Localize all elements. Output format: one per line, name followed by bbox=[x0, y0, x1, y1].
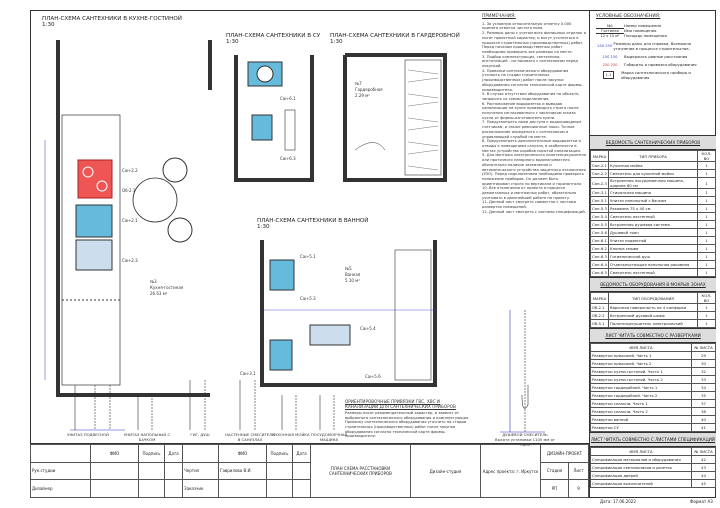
table-row bbox=[591, 189, 716, 197]
studio: Дизайн-студия bbox=[411, 445, 481, 498]
equipment-dimension-symbol: 250 250 bbox=[602, 62, 618, 67]
table-row bbox=[591, 360, 716, 368]
table-cell: Об.2.2 bbox=[591, 312, 609, 320]
table-cell: Встроенная посудомоечная машина, ширина 60 см bbox=[609, 178, 698, 189]
note-item: 8. Предусмотреть дополнительные водорозетки и отводы к помещениям санузла, в особенности в местах устройства коробов скрытой канализации. bbox=[482, 139, 582, 153]
table-cell: 1 bbox=[698, 269, 716, 277]
legend bbox=[590, 10, 716, 135]
bath-plan-title: ПЛАН-СХЕМА САНТЕХНИКИ В ВАННОЙ 1:30 bbox=[257, 218, 369, 230]
elevation-label: УНИТАЗ НАПОЛЬНЫЙ С БАЧКОМ bbox=[123, 432, 171, 442]
description-text: Размеры носят рекомендательный характер, и зависят от выбранного сантехнического оборудования и комплектующих. Привязку сантехнического оборудования уточнить на стадии строительных (производственных) работ после закупки оборудования согласно технической карте фирмы-производителя. bbox=[345, 411, 470, 439]
table-cell: Сан-2.1 bbox=[592, 163, 607, 168]
table-row bbox=[591, 320, 716, 328]
table-cell: Сан-6.1 bbox=[592, 238, 607, 243]
table-cell: 1 bbox=[698, 304, 716, 312]
legend-label: Марка сантехнического прибора и оборудования bbox=[621, 70, 691, 80]
fixtures-table: МАРКА ТИП ПРИБОРА КОЛ-ВО Сан-2.1 Кухонная мойка 1 Сан-2.2 Смеситель для кухонной мойки 1 Сан-2.3 Встроенная посудомоечная машина, ширина 60 см 1 Сан-3.1 Стиральная машина 1 Сан-5.1 Унитаз напольный с бачком 1 Сан-5.3 Раковина 75 x 40 см 1 Сан-5.4 Смеситель настенный 1 Сан-5.5 Встроенная душевая система 1 Сан-5.6 Душевой трап 1 Сан-6.1 Унитаз подвесной 1 Сан-6.2 Кнопка смыва 1 Сан-6.3 Гигиенический душ 1 Сан-6.4 Отдельностоящая напольная раковина 1 Сан-6.5 Смеситель настенный 1 bbox=[590, 150, 716, 277]
title-block: ФИО Подпись Дата ФИО Подпись Дата ПЛАН СХЕМА РАССТАНОВКИ САНТЕХНИЧЕСКИХ ПРИБОРОВ Дизайн-студия Адрес проекта: г. Иркутск ДИЗАЙН-ПРОЕКТ Рук.студии Чертил Гаврилова В.И. Стадия Лист Дизайнер Заказчик РП 9 bbox=[30, 443, 589, 498]
wardrobe-plan-title: ПЛАН-СХЕМА САНТЕХНИКИ В ГАРДЕРОБНОЙ 1:30 bbox=[330, 33, 460, 45]
table-cell: 35 bbox=[692, 392, 716, 400]
kitchen-plan-title: ПЛАН-СХЕМА САНТЕХНИКИ В КУХНЕ-ГОСТИНОЙ 1:30 bbox=[42, 16, 182, 28]
table-row bbox=[591, 384, 716, 392]
table-row bbox=[591, 304, 716, 312]
table-row bbox=[591, 162, 716, 170]
table-cell: Сан-2.3 bbox=[591, 178, 609, 189]
table-cell: 29 bbox=[692, 352, 716, 360]
table-cell: Полотенцесушитель электрический bbox=[609, 320, 698, 328]
format: Формат А3 bbox=[690, 499, 713, 504]
room-tag-symbol: №1 Гостиная 12 x 15 м² bbox=[596, 24, 624, 38]
table-cell: Развертки прихожей. Часть 2 bbox=[591, 360, 692, 368]
table-cell: 30 bbox=[692, 360, 716, 368]
bath-room-no: №5 bbox=[345, 266, 352, 271]
table-row bbox=[591, 472, 716, 480]
shower-mixer-label: ДУШЕВОЙ СМЕСИТЕЛЬ Высота установки 1100 мм от пола bbox=[495, 432, 555, 447]
table-cell: Кухонная мойка bbox=[609, 162, 698, 170]
notes bbox=[482, 15, 586, 215]
table-row bbox=[591, 253, 716, 261]
bindings-description bbox=[345, 400, 470, 439]
table-row bbox=[591, 237, 716, 245]
sheets-title: ЛИСТ ЧИТАТЬ СОВМЕСТНО С РАЗВЕРТКАМИ bbox=[590, 328, 716, 343]
note-item: 1. За условную относительную отметку 0.000 принята отметка чистого пола. bbox=[482, 21, 572, 31]
notes-title: ПРИМЕЧАНИЯ: bbox=[482, 14, 516, 19]
table-cell: 1 bbox=[698, 253, 716, 261]
elevation-label: КУХОННАЯ МОЙКА bbox=[272, 432, 310, 437]
description-title: ОРИЕНТИРОВОЧНЫЕ ПРИВЯЗКИ ГВС, ХВС И КАНАЛИЗАЦИИ ДЛЯ САНТЕХНИЧЕСКИХ ПРИБОРОВ bbox=[345, 399, 456, 409]
table-cell: Спецификация дверей bbox=[591, 472, 692, 480]
mark-label: Сан-2.2 bbox=[122, 168, 138, 173]
wardrobe-room-no: №7 bbox=[355, 81, 362, 86]
table-cell: 1 bbox=[698, 261, 716, 269]
table-row bbox=[591, 368, 716, 376]
mark-symbol: 1.1 bbox=[603, 71, 615, 79]
right-panel bbox=[589, 10, 716, 498]
table-cell: Сан-6.4 bbox=[592, 262, 607, 267]
table-cell: 1 bbox=[698, 229, 716, 237]
kitchen-room-area: 26.63 м² bbox=[150, 291, 168, 296]
table-row bbox=[591, 416, 716, 424]
table-cell: 44 bbox=[692, 472, 716, 480]
table-cell: Об.2.1 bbox=[591, 304, 609, 312]
table-cell: Об.5.1 bbox=[591, 320, 609, 328]
table-cell: 1 bbox=[698, 170, 716, 178]
table-row bbox=[591, 392, 716, 400]
table-row bbox=[591, 480, 716, 488]
note-item: 12. Данный лист смотреть с листами спецификаций. bbox=[482, 209, 586, 214]
table-cell: 1 bbox=[698, 205, 716, 213]
date: Дата: 17.06.2022 bbox=[600, 499, 636, 504]
table-cell: Развертки гардеробной. Часть 1 bbox=[591, 384, 692, 392]
table-cell: 1 bbox=[698, 162, 716, 170]
mark-label: Сан-5.4 bbox=[360, 326, 376, 331]
mark-label: Сан-2.1 bbox=[122, 218, 138, 223]
elevation-label: ГИГ. ДУШ bbox=[190, 432, 210, 437]
legend-label: Размеры даны для справки. Возможно уточнение в процессе строительства. bbox=[613, 41, 692, 51]
table-cell: Отдельностоящая напольная раковина bbox=[609, 261, 698, 269]
bath-room-area: 5.10 м² bbox=[345, 278, 360, 283]
mark-label: Сан-3.1 bbox=[240, 371, 256, 376]
notes-list bbox=[482, 22, 586, 215]
table-cell: Сан-5.3 bbox=[592, 206, 607, 211]
table-cell: Стиральная машина bbox=[609, 189, 698, 197]
bath-plan bbox=[262, 240, 435, 385]
table-cell: Развертки кухни-гостиной. Часть 1 bbox=[591, 368, 692, 376]
note-item: 2. Размеры даны с учетом всех финишных отделок и носят проектный характер, и могут уточняться в процессе строительных (производственных) работ. Перед началом производственных работ необходимо проверить все размеры на месте. bbox=[482, 31, 586, 54]
wc-plan bbox=[236, 55, 312, 180]
table-row bbox=[591, 464, 716, 472]
table-row bbox=[591, 221, 716, 229]
table-cell: 33 bbox=[692, 376, 716, 384]
elevation-label: НАСТЕННЫЕ СМЕСИТЕЛИ В САНУЗЛАХ bbox=[225, 432, 275, 442]
mark-label: Сан-5.1 bbox=[300, 254, 316, 259]
kitchen-room-no: №3 bbox=[150, 279, 157, 284]
table-cell: Встроенный духовой шкаф bbox=[609, 312, 698, 320]
table-cell: 1 bbox=[698, 320, 716, 328]
table-cell: 1 bbox=[698, 245, 716, 253]
elevation-details bbox=[70, 310, 545, 432]
table-cell: Развертки спальни. Часть 2 bbox=[591, 408, 692, 416]
wc-plan-title: ПЛАН-СХЕМА САНТЕХНИКИ В СУ 1:30 bbox=[226, 33, 321, 45]
table-cell: Смеситель настенный bbox=[609, 213, 698, 221]
table-cell: 40 bbox=[692, 416, 716, 424]
table-row bbox=[591, 456, 716, 464]
table-row bbox=[591, 213, 716, 221]
table-cell: Развертки ванной bbox=[591, 416, 692, 424]
wardrobe-room-name: Гардеробная bbox=[355, 87, 383, 92]
cooktop bbox=[78, 160, 112, 198]
table-cell: Унитаз напольный с бачком bbox=[609, 197, 698, 205]
table-cell: Спецификация материалов и оборудования bbox=[591, 456, 692, 464]
mark-label: Сан-6.3 bbox=[280, 156, 296, 161]
table-cell: Сан-6.3 bbox=[592, 254, 607, 259]
table-cell: Сан-6.5 bbox=[592, 270, 607, 275]
table-cell: 1 bbox=[698, 237, 716, 245]
table-cell: 37 bbox=[692, 400, 716, 408]
note-item: 9. Для монтажа электрического полотенцесушителя или проточного напорного водонагревателя обязательно наличие заземления и автоматического устройства защитного отключения (УЗО). Перед подключением необходимо проверить положение приборов. Он должен быть ориентирован строго по вертикали и горизонтали. bbox=[482, 153, 586, 186]
table-cell: Сан-3.1 bbox=[592, 190, 607, 195]
table-cell: 1 bbox=[698, 178, 716, 189]
fixtures-title: ВЕДОМОСТЬ САНТЕХНИЧЕСКИХ ПРИБОРОВ bbox=[590, 135, 716, 150]
table-cell: Развертки спальни. Часть 1 bbox=[591, 400, 692, 408]
mark-label: Сан-5.3 bbox=[300, 296, 316, 301]
note-item: 3. Подбор комплектующих, сантехники, инсталляций - согласовать с сантехником перед покупкой. bbox=[482, 54, 578, 69]
table-cell: 42 bbox=[692, 456, 716, 464]
mark-label: Сан-2.3 bbox=[122, 258, 138, 263]
table-row bbox=[591, 197, 716, 205]
note-item: 7. Предусмотреть люки доступа к водопроводным счетчикам, а также ревизионные люки. Точное расположение определить с сантехником и управляющей службой на месте. bbox=[482, 120, 582, 139]
table-cell: Сан-5.5 bbox=[592, 222, 607, 227]
project-type: ДИЗАЙН-ПРОЕКТ bbox=[541, 445, 589, 463]
equipment-table: МАРКА ТИП ОБОРУДОВАНИЯ КОЛ-ВО Об.2.1 Варочная поверхность на 4 конфорки 1 Об.2.2 Встроенный духовой шкаф 1 Об.5.1 Полотенцесушитель электрический 1 bbox=[590, 292, 716, 328]
note-item: 4. Привязки сантехнического оборудования уточнить на стадии строительных (производственных) работ после закупки оборудования согласно технической карте фирмы-производителя. bbox=[482, 68, 583, 92]
mark-label: Об-2.1 bbox=[122, 188, 136, 193]
table-cell: 1 bbox=[698, 197, 716, 205]
specs-title: ЛИСТ ЧИТАТЬ СОВМЕСТНО С ЛИСТАМИ СПЕЦИФИКАЦИЙ bbox=[590, 432, 716, 447]
legend-label: Габариты и привязки оборудования bbox=[624, 62, 697, 67]
table-row bbox=[591, 269, 716, 277]
table-cell: 38 bbox=[692, 408, 716, 416]
table-cell: Развертки кухни-гостиной. Часть 2 bbox=[591, 376, 692, 384]
table-row bbox=[591, 312, 716, 320]
sheet-number: 9 bbox=[568, 480, 588, 498]
room-tag-labels: Номер помещения Имя помещения Площадь помещения bbox=[624, 23, 667, 38]
elevation-label: ПОСУДОМОЕЧНАЯ МАШИНА bbox=[310, 432, 348, 442]
table-cell: Гигиенический душ bbox=[609, 253, 698, 261]
table-cell: Спецификация выключателей bbox=[591, 480, 692, 488]
dimension-symbol: 250 250 bbox=[597, 44, 613, 48]
table-row bbox=[591, 229, 716, 237]
note-item: 5. В случае отсутствия оборудования на объекте, запросить со схемы подключения. bbox=[482, 92, 580, 101]
note-item: 6. Расположение водорозеток и выводов канализации на кухне производить строго после получения согласованного с заказчиком эскиза кухни от фирмы-изготовителя кухни. bbox=[482, 101, 579, 120]
table-cell: Сан-2.2 bbox=[592, 171, 607, 176]
table-cell: Раковина 75 x 40 см bbox=[609, 205, 698, 213]
equipment-title: ВЕДОМОСТЬ ОБОРУДОВАНИЯ В МОКРЫХ ЗОНАХ bbox=[590, 277, 716, 292]
mark-label: Сан-6.1 bbox=[280, 96, 296, 101]
table-cell: 32 bbox=[692, 368, 716, 376]
table-cell: Унитаз подвесной bbox=[609, 237, 698, 245]
table-cell: Сан-6.2 bbox=[592, 246, 607, 251]
table-cell: Развертки гардеробной. Часть 2 bbox=[591, 392, 692, 400]
table-cell: Сан-5.6 bbox=[592, 230, 607, 235]
table-row bbox=[591, 400, 716, 408]
table-cell: Варочная поверхность на 4 конфорки bbox=[609, 304, 698, 312]
table-cell: Спецификация светильников и розеток bbox=[591, 464, 692, 472]
legend-title: УСЛОВНЫЕ ОБОЗНАЧЕНИЯ: bbox=[596, 14, 661, 19]
specs-table: ИМЯ ЛИСТА № ЛИСТА Спецификация материалов и оборудования 42 Спецификация светильников и розеток 43 Спецификация дверей 44 Спецификация выключателей 45 bbox=[590, 447, 716, 488]
address: Адрес проекта: г. Иркутск bbox=[481, 445, 541, 498]
table-row bbox=[591, 424, 716, 432]
wardrobe-room-area: 2.29 м² bbox=[355, 93, 370, 98]
table-cell: 43 bbox=[692, 464, 716, 472]
table-cell: Развертки прихожей. Часть 1 bbox=[591, 352, 692, 360]
mark-label: Сан-5.6 bbox=[365, 374, 381, 379]
table-row bbox=[591, 376, 716, 384]
elevation-label: УНИТАЗ ПОДВЕСНОЙ bbox=[67, 432, 109, 437]
table-cell: Смеситель настенный bbox=[609, 269, 698, 277]
table-cell: Кнопка смыва bbox=[609, 245, 698, 253]
note-item: 11. Данный лист смотреть совместно с листами разверток помещений. bbox=[482, 200, 576, 210]
kitchen-room-name: Кухня-гостиная bbox=[150, 285, 184, 290]
kitchen-sink bbox=[76, 205, 112, 237]
table-cell: 1 bbox=[698, 312, 716, 320]
sheet-title: ПЛАН СХЕМА РАССТАНОВКИ САНТЕХНИЧЕСКИХ ПРИБОРОВ bbox=[311, 445, 411, 498]
table-cell: 1 bbox=[698, 189, 716, 197]
table-row bbox=[591, 352, 716, 360]
bath-room-name: Ванная bbox=[345, 272, 361, 277]
table-row bbox=[591, 170, 716, 178]
wardrobe-plan bbox=[345, 55, 445, 180]
table-cell: Сан-5.4 bbox=[592, 214, 607, 219]
table-cell: Душевой трап bbox=[609, 229, 698, 237]
table-row bbox=[591, 178, 716, 189]
table-cell: 1 bbox=[698, 221, 716, 229]
table-cell: 34 bbox=[692, 384, 716, 392]
stage: РП bbox=[541, 480, 569, 498]
table-row bbox=[591, 245, 716, 253]
sheets-table: ИМЯ ЛИСТА № ЛИСТА Развертки прихожей. Часть 1 29 Развертки прихожей. Часть 2 30 Развертки кухни-гостиной. Часть 1 32 Развертки кухни-гостиной. Часть 2 33 Развертки гардеробной. Часть 1 34 Развертки гардеробной. Часть 2 35 Развертки спальни. Часть 1 37 Развертки спальни. Часть 2 38 Развертки ванной 40 Развертки СУ 41 bbox=[590, 343, 716, 432]
note-item: 10. Все отклонения от проекта в процессе демонтажных и монтажных работ, обязательно учитывать в дальнейшей работе по проекту. bbox=[482, 186, 577, 200]
table-cell: Сан-5.1 bbox=[592, 198, 607, 203]
table-cell: 45 bbox=[692, 480, 716, 488]
table-row bbox=[591, 408, 716, 416]
table-cell: Развертки СУ bbox=[591, 424, 692, 432]
equal-dimension-symbol: 150 150 bbox=[602, 54, 618, 59]
table-cell: 1 bbox=[698, 213, 716, 221]
table-cell: Смеситель для кухонной мойки bbox=[609, 170, 698, 178]
table-cell: Встроенная душевая система bbox=[609, 221, 698, 229]
table-row bbox=[591, 205, 716, 213]
table-cell: 41 bbox=[692, 424, 716, 432]
legend-label: Выдержать равные расстояния bbox=[624, 54, 688, 59]
table-row bbox=[591, 261, 716, 269]
